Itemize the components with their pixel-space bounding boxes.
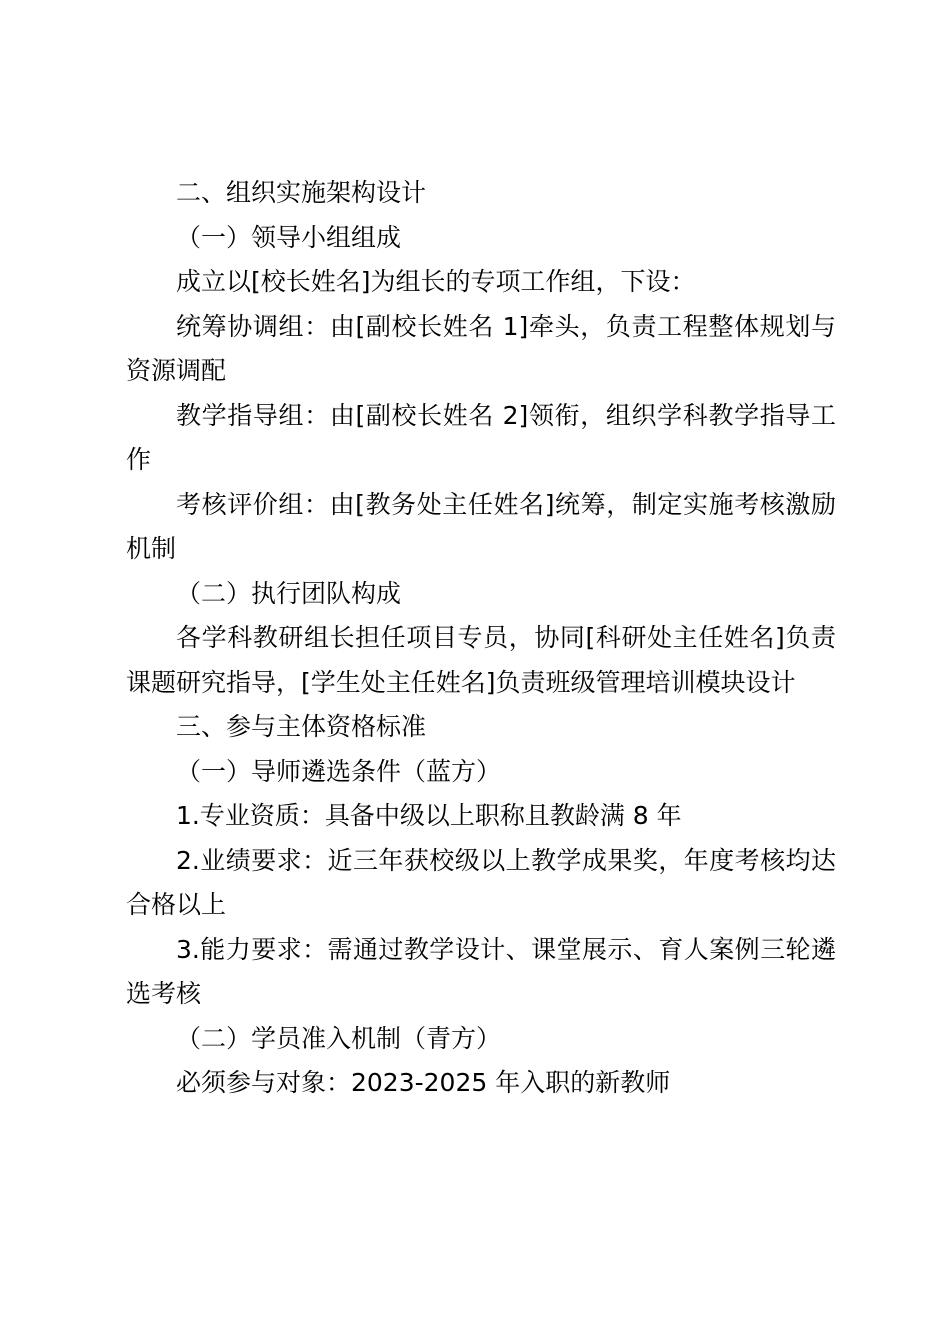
list-item-performance: 2.业绩要求：近三年获校级以上教学成果奖，年度考核均达合格以上 [126, 845, 836, 919]
section-heading-2: 二、组织实施架构设计 [176, 178, 427, 207]
subsection-heading-leadership: （一）领导小组组成 [176, 222, 402, 252]
list-item-ability: 3.能力要求：需通过教学设计、课堂展示、育人案例三轮遴选考核 [126, 934, 836, 1008]
subsection-heading-trainee-admission: （二）学员准入机制（青方） [176, 1023, 502, 1053]
paragraph-execution-team: 各学科教研组长担任项目专员，协同[科研处主任姓名]负责课题研究指导，[学生处主任姓名]负责班级管理培训模块设计 [126, 623, 836, 697]
paragraph-evaluation-group: 考核评价组：由[教务处主任姓名]统筹，制定实施考核激励机制 [126, 489, 836, 563]
paragraph-required-participants: 必须参与对象：2023-2025 年入职的新教师 [176, 1068, 671, 1097]
section-heading-3: 三、参与主体资格标准 [176, 712, 427, 741]
document-body [126, 171, 836, 1106]
paragraph-working-group: 成立以[校长姓名]为组长的专项工作组，下设： [176, 267, 696, 296]
subsection-heading-execution-team: （二）执行团队构成 [176, 578, 402, 608]
paragraph-teaching-group: 教学指导组：由[副校长姓名 2]领衔，组织学科教学指导工作 [126, 400, 836, 474]
list-item-qualification: 1.专业资质：具备中级以上职称且教龄满 8 年 [176, 801, 682, 830]
subsection-heading-mentor-criteria: （一）导师遴选条件（蓝方） [176, 756, 502, 786]
paragraph-coordination-group: 统筹协调组：由[副校长姓名 1]牵头，负责工程整体规划与资源调配 [126, 311, 836, 385]
